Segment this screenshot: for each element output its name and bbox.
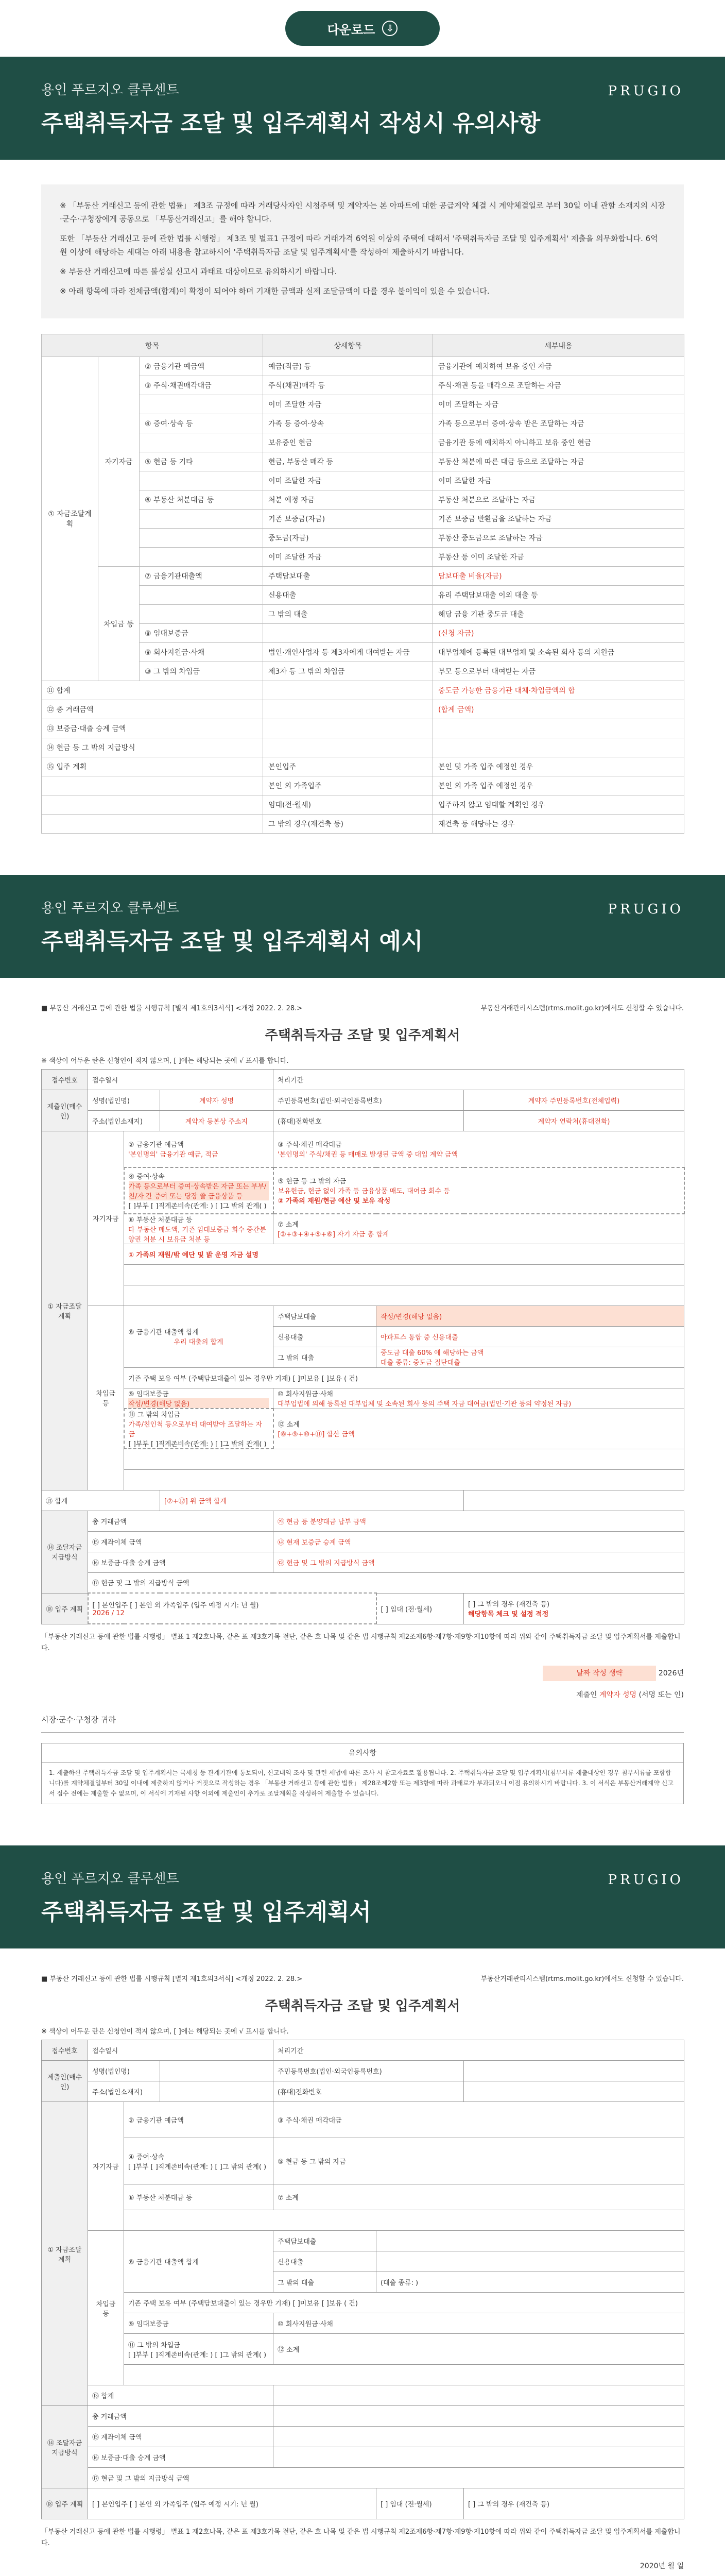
- ex-cash-hint: 보유현금, 현금 없이 가족 등 금융상품 매도, 대여금 회수 등: [278, 1188, 450, 1195]
- table-cell: 법인·개인사업자 등 제3자에게 대여받는 자금: [263, 643, 433, 662]
- table-cell: ③ 주식·채권매각대금: [140, 376, 263, 395]
- table-cell: [140, 529, 263, 548]
- ex-loan-tag2: 아파트스 통합 중 신용대출: [376, 1326, 684, 1347]
- table-cell: 중도금 가능한 금융기관 대체·차입금액의 합: [433, 681, 684, 700]
- row-company: ⑩ 회사지원금·사채: [273, 2313, 684, 2334]
- other-relation: [ ]부부 [ ]직계존비속(관계: ) [ ]그 밖의 관계( ): [128, 1440, 267, 1448]
- address-label: 주소(법인소재지): [88, 2081, 160, 2102]
- header-detail: 상세항목: [263, 334, 433, 357]
- row-other-loan: ⑪ 그 밖의 차입금 가족/친인척 등으로부터 대여받아 조달하는 자금 [ ]부부 [ ]직계존비속(관계: ) [ ]그 밖의 관계( ): [124, 1409, 273, 1449]
- row-pay-other: ⑰ 현금 및 그 밖의 지급방식 금액: [88, 2468, 684, 2488]
- ex-gift-hint: 가족 등으로부터 증여·상속받은 자금 또는 부부/친/자 간 증여 또는 당장 쓸 금융상품 등: [129, 1181, 269, 1200]
- table-row: [42, 815, 684, 834]
- table-cell: 주식(채권)매각 등: [263, 376, 433, 395]
- ex-loan-tag1: 작성/변경(해당 없음): [376, 1306, 684, 1326]
- form-note: ※ 색상이 어두운 란은 신청인이 적지 않으며, [ ]에는 해당되는 곳에 √ 표시를 합니다.: [41, 1057, 289, 1065]
- row-total: ⑬ 합계: [88, 2385, 273, 2406]
- notes-box: [41, 184, 684, 318]
- phone-label: (휴대)전화번호: [273, 2081, 464, 2102]
- row-cash: ⑤ 현금 등 그 밖의 자금 보유현금, 현금 없이 가족 등 금융상품 매도, 대여금 회수 등 ② 가족의 재원/현금 예산 및 보유 작성: [273, 1167, 684, 1214]
- note-1: ※ 「부동산 거래신고 등에 관한 법률」 제3조 규정에 따라 거래당사자인 시청주택 및 계약자는 본 아파트에 대한 공급계약 체결 시 계약체결일로 부터 30일 이내 관할 소재지의 시장·군수·구청장에게 공동으로 「부동산거래신고」를 해야 합니다.: [60, 201, 665, 224]
- reg-no-label: 주민등록번호(법인·외국인등록번호): [273, 2061, 464, 2081]
- example-form: [41, 998, 684, 1804]
- table-cell: ② 금융기관 예금액: [140, 357, 263, 376]
- loan-type-label: (대출 종류: ): [376, 2272, 684, 2293]
- row-pay-other: ⑰ 현금 및 그 밖의 지급방식 금액: [88, 1572, 684, 1593]
- ex-pay-succession-hint: ㉯ 현재 보증금 승계 금액: [273, 1531, 684, 1552]
- ex-signer-name: 계약자 성명: [599, 1691, 637, 1699]
- row-total: ⑬ 합계: [42, 1490, 160, 1511]
- row-deposit: ② 금융기관 예금액: [124, 2102, 273, 2138]
- table-cell: 입주하지 않고 임대할 계획인 경우: [433, 795, 684, 815]
- table-row: [42, 567, 684, 586]
- table-cell: 부동산 중도금으로 조달하는 자금: [433, 529, 684, 548]
- row-property: ⑥ 부동산 처분대금 등: [124, 2184, 273, 2210]
- row-plan: ⑱ 입주 계획: [42, 1593, 88, 1624]
- loan-type-1: 주택담보대출: [273, 1306, 376, 1326]
- table-cell: 대부업체에 등록된 대부업체 및 소속된 회사 등의 지원금: [433, 643, 684, 662]
- ex-phone: 계약자 연락처(휴대전화): [464, 1111, 684, 1131]
- header-item: 항목: [42, 334, 263, 357]
- applicant-label: 제출인(매수인): [42, 2061, 88, 2102]
- ex-reg-no: 계약자 주민등록번호(전체입력): [464, 1090, 684, 1111]
- reg-no-label: 주민등록번호(법인·외국인등록번호): [273, 1090, 464, 1111]
- sub-loan: 차입금 등: [88, 1306, 124, 1490]
- address-label: 주소(법인소재지): [88, 1111, 160, 1131]
- ex-lease-hint: 작성/변경(해당 없음): [128, 1398, 269, 1408]
- row-lease: ⑨ 임대보증금: [124, 2313, 273, 2334]
- ex-loan-type: 대출 종류: 중도금 집단대출: [381, 1359, 460, 1367]
- guide-table: [41, 334, 684, 834]
- table-cell: 기존 보증금(자금): [263, 510, 433, 529]
- table-cell: 가족 등 증여·상속: [263, 414, 433, 433]
- table-cell: [263, 624, 433, 643]
- row-gift: ④ 증여·상속: [128, 2153, 165, 2161]
- row-cash: ⑤ 현금 등 그 밖의 자금: [273, 2138, 684, 2184]
- section3-banner: [0, 1845, 725, 1948]
- form-office: 시장·군수·구청장 귀하: [41, 1704, 684, 1733]
- row-company: ⑩ 회사지원금·사채 대부업법에 의해 등록된 대부업체 및 소속된 회사 등의 주택 자금 대여금(법인·기관 등의 약정된 자금): [273, 1388, 684, 1409]
- ex-total-hint: [⑦+⑫] 위 금액 합계: [160, 1490, 464, 1511]
- ex-loan-hint: 우리 대출의 합계: [174, 1338, 223, 1346]
- table-cell: 이미 조달한 자금: [263, 471, 433, 490]
- reg-no-input[interactable]: [464, 2061, 684, 2081]
- ex-gift-tag: ① 가족의 재원/밖 예단 및 밝 운영 자금 설명: [124, 1244, 684, 1264]
- form-title: 주택취득자금 조달 및 입주계획서: [265, 1028, 460, 1043]
- plan-options-3: [ ] 그 밖의 경우 (재건축 등): [468, 1601, 550, 1608]
- table-cell: 현금, 부동산 매각 등: [263, 452, 433, 471]
- loan-type-2: 신용대출: [273, 2251, 376, 2272]
- row-plan: ⑱ 입주 계획: [42, 2488, 88, 2519]
- spacer-row: [124, 1469, 684, 1490]
- table-cell: 본인 외 가족 입주 예정인 경우: [433, 776, 684, 795]
- table-row: [42, 776, 684, 795]
- process-period: 처리기간: [273, 1070, 684, 1090]
- download-button[interactable]: [285, 11, 440, 46]
- table-cell: [42, 795, 263, 815]
- table-cell: ⑬ 보증금·대출 승계 금액: [42, 719, 263, 738]
- table-cell: [433, 719, 684, 738]
- form-online-note: 부동산거래관리시스템(rtms.molit.go.kr)에서도 신청할 수 있습니다.: [480, 1005, 684, 1012]
- table-cell: 유리 주택담보대출 이외 대출 등: [433, 586, 684, 605]
- loan-type-3: 그 밖의 대출: [273, 1347, 376, 1367]
- table-cell: 부동산 처분에 따른 대금 등으로 조달하는 자금: [433, 452, 684, 471]
- group-fund: ① 자금조달계획: [42, 2102, 88, 2406]
- table-cell: 예금(적금) 등: [263, 357, 433, 376]
- table-cell: [263, 700, 433, 719]
- table-cell: 주택담보대출: [263, 567, 433, 586]
- table-cell: (신청 자금): [433, 624, 684, 643]
- table-row: [42, 719, 684, 738]
- ex-sign-year: 2026년: [658, 1669, 684, 1677]
- sub-loan-label: 차입금 등: [98, 567, 140, 681]
- sub-loan: 차입금 등: [88, 2231, 124, 2385]
- table-cell: 처분 예정 자금: [263, 490, 433, 510]
- table-cell: ⑧ 임대보증금: [140, 624, 263, 643]
- ex-pay-cash-hint: ㉮ 현금 등 분양대금 납부 금액: [273, 1511, 684, 1531]
- table-cell: 그 밖의 대출: [263, 605, 433, 624]
- ex-pay-other-hint: ㉰ 현금 및 그 밖의 지급방식 금액: [273, 1552, 684, 1572]
- table-row: [42, 738, 684, 757]
- table-row: [42, 757, 684, 776]
- download-icon: ⇩: [382, 21, 398, 36]
- group-self-label: ① 자금조달계획: [42, 357, 98, 681]
- phone-label: (휴대)전화번호: [273, 1111, 464, 1131]
- table-cell: ⑭ 현금 등 그 밖의 지급방식: [42, 738, 263, 757]
- spacer-row: [124, 2210, 684, 2231]
- table-cell: 본인입주: [263, 757, 433, 776]
- brand-logo: PRUGIO: [608, 902, 684, 917]
- other-relation: [ ]부부 [ ]직계존비속(관계: ) [ ]그 밖의 관계( ): [128, 2351, 267, 2359]
- table-cell: [42, 776, 263, 795]
- spacer-row: [124, 2365, 684, 2385]
- section2-sub: 용인 푸르지오 클루센트: [41, 901, 179, 916]
- gift-relation: [ ]부부 [ ]직계존비속(관계: ) [ ]그 밖의 관계( ): [128, 2163, 267, 2171]
- row-loan: ⑧ 금융기관 대출액 합계 우리 대출의 합계: [124, 1306, 273, 1367]
- spacer-row: [124, 1449, 684, 1469]
- group-pay: ⑭ 조달자금 지급방식: [42, 2406, 88, 2488]
- section1-sub: 용인 푸르지오 클루센트: [41, 82, 179, 98]
- row-pay-succession: ⑯ 보증금·대출 승계 금액: [88, 2447, 273, 2468]
- row-loan: ⑧ 금융기관 대출액 합계: [124, 2231, 273, 2293]
- table-cell: 보유중인 현금: [263, 433, 433, 452]
- table-cell: 부모 등으로부터 대여받는 자금: [433, 662, 684, 681]
- group-fund: ① 자금조달계획: [42, 1131, 88, 1490]
- table-cell: 부동산 처분으로 조달하는 자금: [433, 490, 684, 510]
- form-online-note: 부동산거래관리시스템(rtms.molit.go.kr)에서도 신청할 수 있습니다.: [480, 1975, 684, 1983]
- form-note: ※ 색상이 어두운 란은 신청인이 적지 않으며, [ ]에는 해당되는 곳에 √ 표시를 합니다.: [41, 2028, 289, 2036]
- table-cell: 해당 금융 기관 중도금 대출: [433, 605, 684, 624]
- table-cell: [263, 719, 433, 738]
- total-amount-input[interactable]: [273, 2406, 684, 2427]
- row-pay-cash: ⑮ 계좌이체 금액: [88, 1531, 273, 1552]
- loan-type-3: 그 밖의 대출: [273, 2272, 376, 2293]
- table-cell: 담보대출 비율(자금): [433, 567, 684, 586]
- form-footer: 「부동산 거래신고 등에 관한 법률 시행령」 별표 1 제2호나목, 같은 표 제3호가목 전단, 같은 호 나목 및 같은 법 시행규칙 제2조제6항·제7항·제9항·제10항에 따라 위와 같이 주택취득자금 조달 및 입주계획서를 제출합니다.: [41, 2528, 681, 2547]
- table-cell: 이미 조달한 자금: [263, 395, 433, 414]
- submitter-label: 제출인: [576, 1691, 597, 1699]
- spacer-row: [124, 1264, 684, 1285]
- ex-plan-year: 2026: [92, 1609, 110, 1617]
- table-cell: [140, 548, 263, 567]
- table-cell: 본인 외 가족입주: [263, 776, 433, 795]
- table-cell: ⑤ 현금 등 기타: [140, 452, 263, 471]
- table-cell: 금융기관에 예치하여 보유 중인 자금: [433, 357, 684, 376]
- table-cell: 주식·채권 등을 매각으로 조달하는 자금: [433, 376, 684, 395]
- table-cell: ⑩ 그 밖의 차입금: [140, 662, 263, 681]
- row-deposit: ② 금융기관 예금액 '본인명의' 금융기관 예금, 적금: [124, 1131, 273, 1167]
- existing-options: [ ]미보유 [ ]보유 ( 건): [292, 1375, 358, 1383]
- ex-plan-tag: 해당항목 체크 및 설정 적정: [468, 1611, 549, 1618]
- receipt-no: 접수번호: [42, 1070, 88, 1090]
- section3-title: 주택취득자금 조달 및 입주계획서: [41, 1899, 372, 1925]
- section2-title: 주택취득자금 조달 및 입주계획서 예시: [41, 928, 423, 955]
- table-cell: 임대(전·월세): [263, 795, 433, 815]
- total-input[interactable]: [273, 2385, 684, 2406]
- ex-property-hint: 다 부동산 매도액, 기존 임대보증금 회수 중간분양권 처분 시 보유금 처분 등: [128, 1226, 266, 1244]
- sign-label: (서명 또는 인): [638, 1691, 684, 1699]
- plan-options-2: [ ] 임대 (전·월세): [376, 1593, 464, 1624]
- note-2: 또한 「부동산 거래신고 등에 관한 법률 시행령」 제3조 및 별표1 규정에 따라 거래가격 6억원 이상의 주택에 대해서 '주택취득자금 조달 및 입주계획서' 제출을 의무화합니다. 6억원 이상에 해당하는 세대는 아래 내용을 참고하시어 '주택취득자금 조달 및 입주계획서'를 작성하여 제출하시기 바랍니다.: [60, 234, 658, 257]
- row-stock: ③ 주식·채권 매각대금: [273, 2102, 684, 2138]
- row-total-amount: 총 거래금액: [88, 1511, 273, 1531]
- table-cell: 제3자 등 그 밖의 차입금: [263, 662, 433, 681]
- name-input[interactable]: [160, 2061, 273, 2081]
- pay-cash-input[interactable]: [273, 2427, 684, 2447]
- plan-options: [ ] 본인입주 [ ] 본인 외 가족입주 (입주 예정 시기: 년 월): [92, 1602, 259, 1609]
- address-input[interactable]: [160, 2081, 273, 2102]
- loan-type-2: 신용대출: [273, 1326, 376, 1347]
- spacer-row: [124, 1285, 684, 1306]
- header-content: 세부내용: [433, 334, 684, 357]
- ex-address: 계약자 등본상 주소지: [160, 1111, 273, 1131]
- applicant-label: 제출인(매수인): [42, 1090, 88, 1131]
- table-cell: (합계 금액): [433, 700, 684, 719]
- row-pay-succession: ⑯ 보증금·대출 승계 금액: [88, 1552, 273, 1572]
- table-cell: ⑫ 총 거래금액: [42, 700, 263, 719]
- row-loan-subtotal: ⑫ 소계: [273, 2334, 684, 2365]
- table-row: [42, 700, 684, 719]
- table-cell: 신용대출: [263, 586, 433, 605]
- form-title: 주택취득자금 조달 및 입주계획서: [265, 1998, 460, 2014]
- table-cell: ④ 증여·상속 등: [140, 414, 263, 433]
- table-cell: 그 밖의 경우(재건축 등): [263, 815, 433, 834]
- rules-body: 1. 제출하신 주택취득자금 조달 및 입주계획서는 국세청 등 관계기관에 통보되어, 신고내역 조사 및 관련 세법에 따른 조사 시 참고자료로 활용됩니다. 2. 주택취득자금 조달 및 입주계획서(첨부서류 제출대상인 경우 첨부서류를 포함합니다)를 계약체결일부터 30일 이내에 제출하지 않거나 거짓으로 작성하는 경우 「부동산 거래신고 등에 관한 법률」 제28조제2항 또는 제3항에 따라 과태료가 부과되오니 이점 유의하시기 바랍니다. 3. 이 서식은 부동산거래계약 신고서 접수 전에는 제출할 수 없으며, 이 서식에 기재된 사항 이외에 제출인이 추가로 조달계획을 작성하여 제출할 수 있습니다.: [49, 1769, 674, 1797]
- ex-deposit-hint: '본인명의' 금융기관 예금, 적금: [128, 1151, 218, 1159]
- row-gift: ④ 증여·상속 가족 등으로부터 증여·상속받은 자금 또는 부부/친/자 간 증여 또는 당장 쓸 금융상품 등 [ ]부부 [ ]직계존비속(관계: ) [ ]그 밖의 관계( ): [124, 1167, 273, 1214]
- plan-options-2[interactable]: [ ] 임대 (전·월세): [376, 2488, 464, 2519]
- blank-form: [41, 1969, 684, 2576]
- blank-form-table: [41, 2040, 684, 2519]
- table-cell: ⑪ 합계: [42, 681, 263, 700]
- receipt-no: 접수번호: [42, 2040, 88, 2061]
- name-label: 성명(법인명): [88, 1090, 160, 1111]
- row-property: ⑥ 부동산 처분대금 등 다 부동산 매도액, 기존 임대보증금 회수 중간분양권 처분 시 보유금 처분 등: [124, 1214, 273, 1244]
- table-cell: 이미 조달한 자금: [433, 471, 684, 490]
- row-other-loan: ⑪ 그 밖의 차입금: [128, 2341, 180, 2349]
- example-form-table: 접수번호 접수일시 처리기간 제출인(매수인) 성명(법인명) 계약자 성명 주민등록번호(법인·외국인등록번호) 계약자 주민등록번호(전체입력) 주소(법인소재지) 계약자 등본상 주소지 (휴대)전화번호 계약자 연락처(휴대전화) ① 자금조달계획 자기자금 ② 금융기관 예금액 '본인명의' 금융기관 예금, 적금 ③ 주식·채권 매각대금 '본인명의' 주식/채권 등 매매로 발생된 금액 중 대입 계약 금액 ④ 증여·상속 가족 등으로부터 증여·상속받은 자금 또는 부부/친/자 간 증여 또는 당장 쓸 금융상품 등 [ ]부부 [ ]직계존비속(관계: ) [ ]그 밖의 관계( ) ⑤ 현금 등 그 밖의 자금 보유현금, 현금 없이 가족 등 금융상품 매도, 대여금 회수 등 ② 가족의 재원/현금 예산 및 보유 작성 ⑥ 부동산 처분대금 등 다 부동산 매도액, 기존 임대보증금 회수 중간분양권 처분 시 보유금 처분 등 ⑦ 소계 [②+③+④+⑤+⑥] 자기 자금 총 합계 ① 가족의 재원/밖 예단 및 밝 운영 자금 설명 차입금 등 ⑧ 금융기관 대출액 합계 우리 대출의 합계 주택담보대출 작성/변경(해당 없음) 신용대출 아파트스 통합 중 신용대출 그 밖의 대출 중도금 대출 60% 에 해당하는 금액 대출 종류: 중도금 집단대출 기존 주택 보유 여부 (주택담보대출이 있는 경우만 기재) [ ]미보유 [ ]보유 ( 건) ⑨ 임대보증금 작성/변경(해당 없음) ⑩ 회사지원금·사채 대부업법에 의해 등록된 대부업체 및 소속된 회사 등의 주택 자금 대여금(법인·기관 등의 약정된 자금) ⑪ 그 밖의 차입금 가족/친인척 등으로부터 대여받아 조달하는 자금 [ ]부부 [ ]직계존비속(관계: ) [ ]그 밖의 관계( ) ⑫ 소계 [⑧+⑨+⑩+⑪] 합산 금액 ⑬ 합계 [⑦+⑫] 위 금액 합계 ⑭ 조달자금 지급방식 총 거래금액 ㉮ 현금 등 분양대금 납부 금액 ⑮ 계좌이체 금액 ㉯ 현재 보증금 승계 금액 ⑯ 보증금·대출 승계 금액 ㉰ 현금 및 그 밖의 지급방식 금액 ⑰ 현금 및 그 밖의 지급방식 금액 ⑱ 입주 계획 [ ] 본인입주 [ ] 본인 외 가족입주 (입주 예정 시기: 년 월) 2026 / 12 [ ] 임대 (전·월세) [ ] 그 밖의 경우 (재건축 등) 해당항목 체크 및 설정 적정: [41, 1069, 685, 1624]
- row-lease: ⑨ 임대보증금 작성/변경(해당 없음): [124, 1388, 273, 1409]
- table-cell: 본인 및 가족 입주 예정인 경우: [433, 757, 684, 776]
- ex-cash-tag: ② 가족의 재원/현금 예산 및 보유 작성: [278, 1197, 391, 1205]
- table-cell: [433, 738, 684, 757]
- table-cell: 가족 등으로부터 증여·상속 받은 조달하는 자금: [433, 414, 684, 433]
- row-stock: ③ 주식·채권 매각대금 '본인명의' 주식/채권 등 매매로 발생된 금액 중 대입 계약 금액: [273, 1131, 684, 1167]
- table-cell: 기존 보증금 반환금을 조달하는 자금: [433, 510, 684, 529]
- gift-relation: [ ]부부 [ ]직계존비속(관계: ) [ ]그 밖의 관계( ): [128, 1202, 267, 1210]
- process-period: 처리기간: [273, 2040, 684, 2061]
- brand-logo: PRUGIO: [608, 83, 684, 99]
- table-cell: [140, 471, 263, 490]
- existing-options: [ ]미보유 [ ]보유 ( 건): [292, 2300, 358, 2308]
- existing-house: 기존 주택 보유 여부 (주택담보대출이 있는 경우만 기재): [128, 2300, 291, 2308]
- table-cell: 금융기관 등에 예치하지 아니하고 보유 중인 현금: [433, 433, 684, 452]
- loan-1-input[interactable]: [376, 2231, 684, 2251]
- date-label: 2020년 월 일: [640, 2562, 684, 2570]
- ex-other-hint: 가족/친인척 등으로부터 대여받아 조달하는 자금: [128, 1421, 263, 1438]
- row-loan-subtotal: ⑫ 소계 [⑧+⑨+⑩+⑪] 합산 금액: [273, 1409, 684, 1449]
- loan-type-1: 주택담보대출: [273, 2231, 376, 2251]
- sub-self: 자기자금: [88, 1131, 124, 1306]
- ex-name: 계약자 성명: [160, 1090, 273, 1111]
- table-cell: 재건축 등 해당하는 경우: [433, 815, 684, 834]
- form-legal-ref: ■ 부동산 거래신고 등에 관한 법률 시행규칙 [별지 제1호의3서식] <개정 2022. 2. 28.>: [41, 1005, 303, 1012]
- form-legal-ref: ■ 부동산 거래신고 등에 관한 법률 시행규칙 [별지 제1호의3서식] <개정 2022. 2. 28.>: [41, 1975, 303, 1983]
- table-cell: 이미 조달한 자금: [263, 548, 433, 567]
- note-4: ※ 아래 항목에 따라 전체금액(합계)이 확정이 되어야 하며 기재한 금액과 실제 조달금액이 다를 경우 불이익이 있을 수 있습니다.: [60, 286, 490, 296]
- brand-logo: PRUGIO: [608, 1872, 684, 1888]
- table-row: [42, 795, 684, 815]
- section1-banner: [0, 57, 725, 160]
- receipt-date: 접수일시: [88, 1070, 273, 1090]
- table-cell: ⑨ 회사지원금·사채: [140, 643, 263, 662]
- table-cell: 이미 조달하는 자금: [433, 395, 684, 414]
- name-label: 성명(법인명): [88, 2061, 160, 2081]
- download-label: 다운로드: [327, 22, 375, 37]
- table-cell: [140, 586, 263, 605]
- table-cell: [140, 395, 263, 414]
- section2-banner: [0, 875, 725, 978]
- rules-title: 유의사항: [42, 1743, 683, 1762]
- table-cell: [263, 681, 433, 700]
- ex-loan-tag3: 중도금 대출 60% 에 해당하는 금액: [381, 1349, 484, 1357]
- ex-loan-subtotal-hint: [⑧+⑨+⑩+⑪] 합산 금액: [278, 1431, 355, 1438]
- receipt-date: 접수일시: [88, 2040, 273, 2061]
- download-bar: [0, 0, 725, 57]
- form-rules: [41, 1743, 684, 1804]
- table-cell: ⑥ 부동산 처분대금 등: [140, 490, 263, 510]
- plan-options[interactable]: [ ] 본인입주 [ ] 본인 외 가족입주 (입주 예정 시기: 년 월): [88, 2488, 376, 2519]
- section1-title: 주택취득자금 조달 및 입주계획서 작성시 유의사항: [41, 110, 541, 137]
- sub-self-label: 자기자금: [98, 357, 140, 567]
- table-cell: [42, 815, 263, 834]
- form-footer: 「부동산 거래신고 등에 관한 법률 시행령」 별표 1 제2호나목, 같은 표 제3호가목 전단, 같은 호 나목 및 같은 법 시행규칙 제2조제6항·제7항·제9항·제10항에 따라 위와 같이 주택취득자금 조달 및 입주계획서를 제출합니다.: [41, 1633, 681, 1652]
- row-total-amount: 총 거래금액: [88, 2406, 273, 2427]
- table-cell: 중도금(자금): [263, 529, 433, 548]
- table-row: [42, 681, 684, 700]
- pay-succession-input[interactable]: [273, 2447, 684, 2468]
- ex-plan-month: 12: [116, 1609, 125, 1617]
- sub-self: 자기자금: [88, 2102, 124, 2231]
- existing-house: 기존 주택 보유 여부 (주택담보대출이 있는 경우만 기재): [128, 1375, 291, 1383]
- group-pay: ⑭ 조달자금 지급방식: [42, 1511, 88, 1593]
- table-cell: [140, 510, 263, 529]
- ex-sign-name: 날짜 작성 생략: [543, 1666, 656, 1681]
- row-subtotal: ⑦ 소계 [②+③+④+⑤+⑥] 자기 자금 총 합계: [273, 1214, 684, 1244]
- table-cell: ⑮ 입주 계획: [42, 757, 263, 776]
- ex-company-hint: 대부업법에 의해 등록된 대부업체 및 소속된 회사 등의 주택 자금 대여금(법인·기관 등의 약정된 자금): [278, 1400, 572, 1408]
- row-subtotal: ⑦ 소계: [273, 2184, 684, 2210]
- note-3: ※ 부동산 거래신고에 따른 불성실 신고시 과태료 대상이므로 유의하시기 바랍니다.: [60, 267, 337, 276]
- ex-stock-hint: '본인명의' 주식/채권 등 매매로 발생된 금액 중 대입 계약 금액: [278, 1151, 458, 1159]
- loan-2-input[interactable]: [376, 2251, 684, 2272]
- table-cell: [140, 433, 263, 452]
- table-row: [42, 357, 684, 376]
- table-cell: [140, 605, 263, 624]
- row-pay-cash: ⑮ 계좌이체 금액: [88, 2427, 273, 2447]
- table-cell: [263, 738, 433, 757]
- phone-input[interactable]: [464, 2081, 684, 2102]
- plan-options-3[interactable]: [ ] 그 밖의 경우 (재건축 등): [464, 2488, 684, 2519]
- table-cell: ⑦ 금융기관대출액: [140, 567, 263, 586]
- ex-subtotal-hint: [②+③+④+⑤+⑥] 자기 자금 총 합계: [278, 1231, 389, 1239]
- section3-sub: 용인 푸르지오 클루센트: [41, 1871, 179, 1887]
- table-cell: 부동산 등 이미 조달한 자금: [433, 548, 684, 567]
